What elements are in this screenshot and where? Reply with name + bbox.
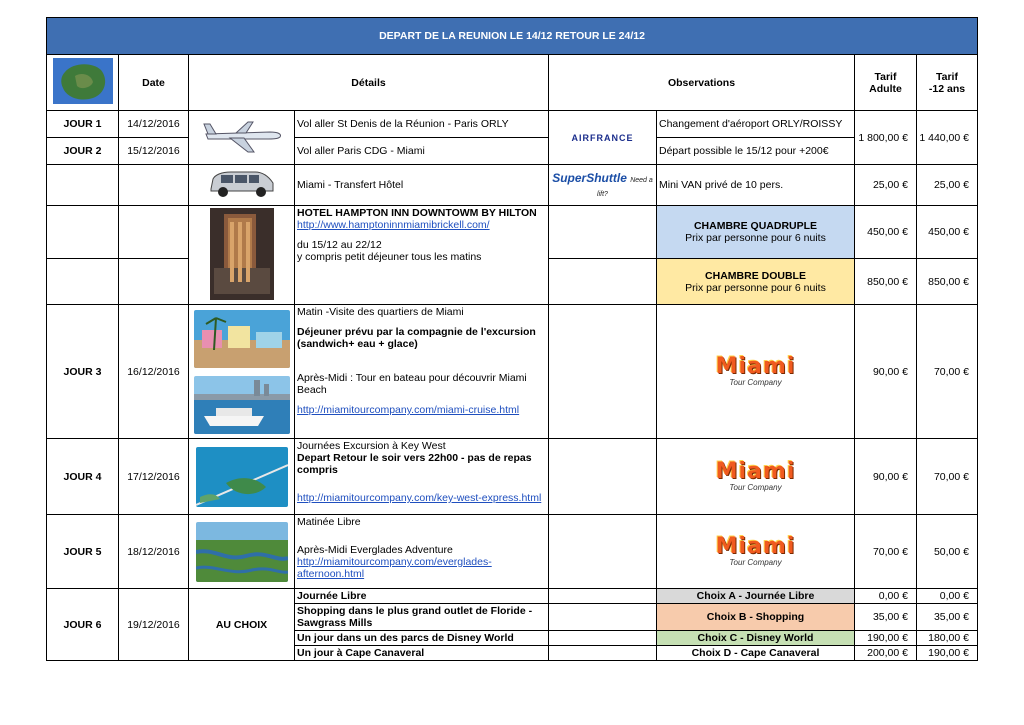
price-adult: 450,00 € [855,206,917,259]
price-adult: 35,00 € [855,604,917,631]
boat-cruise-photo [194,376,290,434]
col-header-date: Date [119,55,189,111]
excursion-link[interactable]: http://miamitourcompany.com/everglades-afternoon.html [297,556,492,580]
price-child: 70,00 € [917,305,978,439]
choice-detail: Journée Libre [295,589,549,604]
miami-logo-sub: Tour Company [729,378,782,387]
excursion-link[interactable]: http://miamitourcompany.com/key-west-express.html [297,492,542,504]
excursion-link[interactable]: http://miamitourcompany.com/miami-cruise.html [297,404,520,416]
miami-tour-logo [657,439,855,515]
price-child: 190,00 € [917,646,978,661]
supershuttle-logo [549,165,657,206]
room-subtitle: Prix par personne pour 6 nuits [685,281,826,294]
hotel-name: HOTEL HAMPTON INN DOWNTOWM BY HILTON [297,207,537,219]
day-label: JOUR 5 [47,515,119,589]
day-date: 18/12/2016 [119,515,189,589]
day-label: JOUR 6 [47,589,119,661]
miami-logo-title: Miami [715,534,796,559]
room-title: CHAMBRE DOUBLE [705,269,806,282]
choice-detail: Shopping dans le plus grand outlet de Floride - Sawgrass Mills [295,604,549,631]
airfrance-logo-text: AIRFRANCE [571,132,634,143]
day-date: 15/12/2016 [119,138,189,165]
room-double [657,259,855,305]
excursion-details [295,515,549,589]
island-map-icon [53,58,113,104]
excursion-details [295,439,549,515]
price-adult: 90,00 € [855,439,917,515]
miami-logo-sub: Tour Company [729,483,782,492]
supershuttle-logo-text: SuperShuttle [552,171,627,185]
price-adult: 70,00 € [855,515,917,589]
day-label: JOUR 3 [47,305,119,439]
airfrance-logo [549,111,657,165]
miami-logo-title: Miami [715,459,796,484]
detail-line: Déjeuner prévu par la compagnie de l'excursion [297,326,536,338]
miami-street-photo [194,310,290,368]
au-choix-label: AU CHOIX [189,589,295,661]
price-child: 1 440,00 € [917,111,978,165]
price-adult: 1 800,00 € [855,111,917,165]
miami-photos [189,305,295,439]
day-label: JOUR 2 [47,138,119,165]
choice-label: Choix B - Shopping [657,604,855,631]
miami-tour-logo [657,515,855,589]
detail-text: Vol aller Paris CDG - Miami [295,138,549,165]
detail-line: (sandwich+ eau + glace) [297,338,418,350]
choice-detail: Un jour à Cape Canaveral [295,646,549,661]
miami-tour-logo [657,305,855,439]
tarif-enfant-line1: Tarif [936,70,958,83]
itinerary-table [46,17,978,661]
choice-label: Choix C - Disney World [657,631,855,646]
day-date: 19/12/2016 [119,589,189,661]
price-adult: 200,00 € [855,646,917,661]
miami-logo-title: Miami [715,354,796,379]
day-date: 14/12/2016 [119,111,189,138]
price-adult: 190,00 € [855,631,917,646]
price-child: 180,00 € [917,631,978,646]
hotel-image [189,206,295,305]
choice-detail: Un jour dans un des parcs de Disney World [295,631,549,646]
reunion-map-thumbnail [47,55,119,111]
hotel-breakfast: y compris petit déjeuner tous les matins [297,251,482,263]
col-header-tarif-adulte: Tarif Adulte [855,55,917,111]
tarif-enfant-line2: -12 ans [928,82,966,95]
price-child: 35,00 € [917,604,978,631]
price-child: 0,00 € [917,589,978,604]
observation-text: Départ possible le 15/12 pour +200€ [657,138,855,165]
observation-text: Changement d'aéroport ORLY/ROISSY [657,111,855,138]
room-title: CHAMBRE QUADRUPLE [693,220,818,232]
hotel-dates: du 15/12 au 22/12 [297,239,382,251]
price-adult: 0,00 € [855,589,917,604]
detail-line: Matinée Libre [297,516,361,528]
price-adult: 90,00 € [855,305,917,439]
price-child: 850,00 € [917,259,978,305]
hotel-details [295,206,549,305]
detail-line: Journées Excursion à Key West [297,440,446,452]
minivan-image [189,165,295,206]
price-adult: 850,00 € [855,259,917,305]
supershuttle-tagline: Need a lift? [597,177,653,198]
detail-line: Depart Retour le soir vers 22h00 - pas de repas compris [297,452,532,476]
detail-line: Après-Midi Everglades Adventure [297,544,453,556]
day-date: 17/12/2016 [119,439,189,515]
room-subtitle: Prix par personne pour 6 nuits [685,232,826,244]
col-header-details: Détails [189,55,549,111]
day-date: 16/12/2016 [119,305,189,439]
observation-text: Mini VAN privé de 10 pers. [657,165,855,206]
room-quadruple [657,206,855,259]
col-header-observations: Observations [549,55,855,111]
excursion-details [295,305,549,439]
table-title: DEPART DE LA REUNION LE 14/12 RETOUR LE 24/12 [47,18,978,55]
minivan-icon [207,167,277,201]
price-child: 25,00 € [917,165,978,206]
day-label: JOUR 4 [47,439,119,515]
key-west-photo [196,447,288,507]
col-header-tarif-enfant [917,55,978,111]
hotel-building-icon [210,208,274,300]
price-child: 70,00 € [917,439,978,515]
airplane-image [189,111,295,165]
choice-label: Choix A - Journée Libre [657,589,855,604]
price-adult: 25,00 € [855,165,917,206]
miami-logo-sub: Tour Company [729,558,782,567]
hotel-link[interactable]: http://www.hamptoninnmiamibrickell.com/ [297,219,490,231]
price-child: 450,00 € [917,206,978,259]
day-label: JOUR 1 [47,111,119,138]
choice-label: Choix D - Cape Canaveral [657,646,855,661]
airplane-icon [200,118,284,154]
everglades-photo [196,522,288,582]
detail-text: Miami - Transfert Hôtel [295,165,549,206]
price-child: 50,00 € [917,515,978,589]
detail-line: Matin -Visite des quartiers de Miami [297,306,464,318]
detail-line: Après-Midi : Tour en bateau pour découvrir Miami Beach [297,372,527,396]
detail-text: Vol aller St Denis de la Réunion - Paris ORLY [295,111,549,138]
